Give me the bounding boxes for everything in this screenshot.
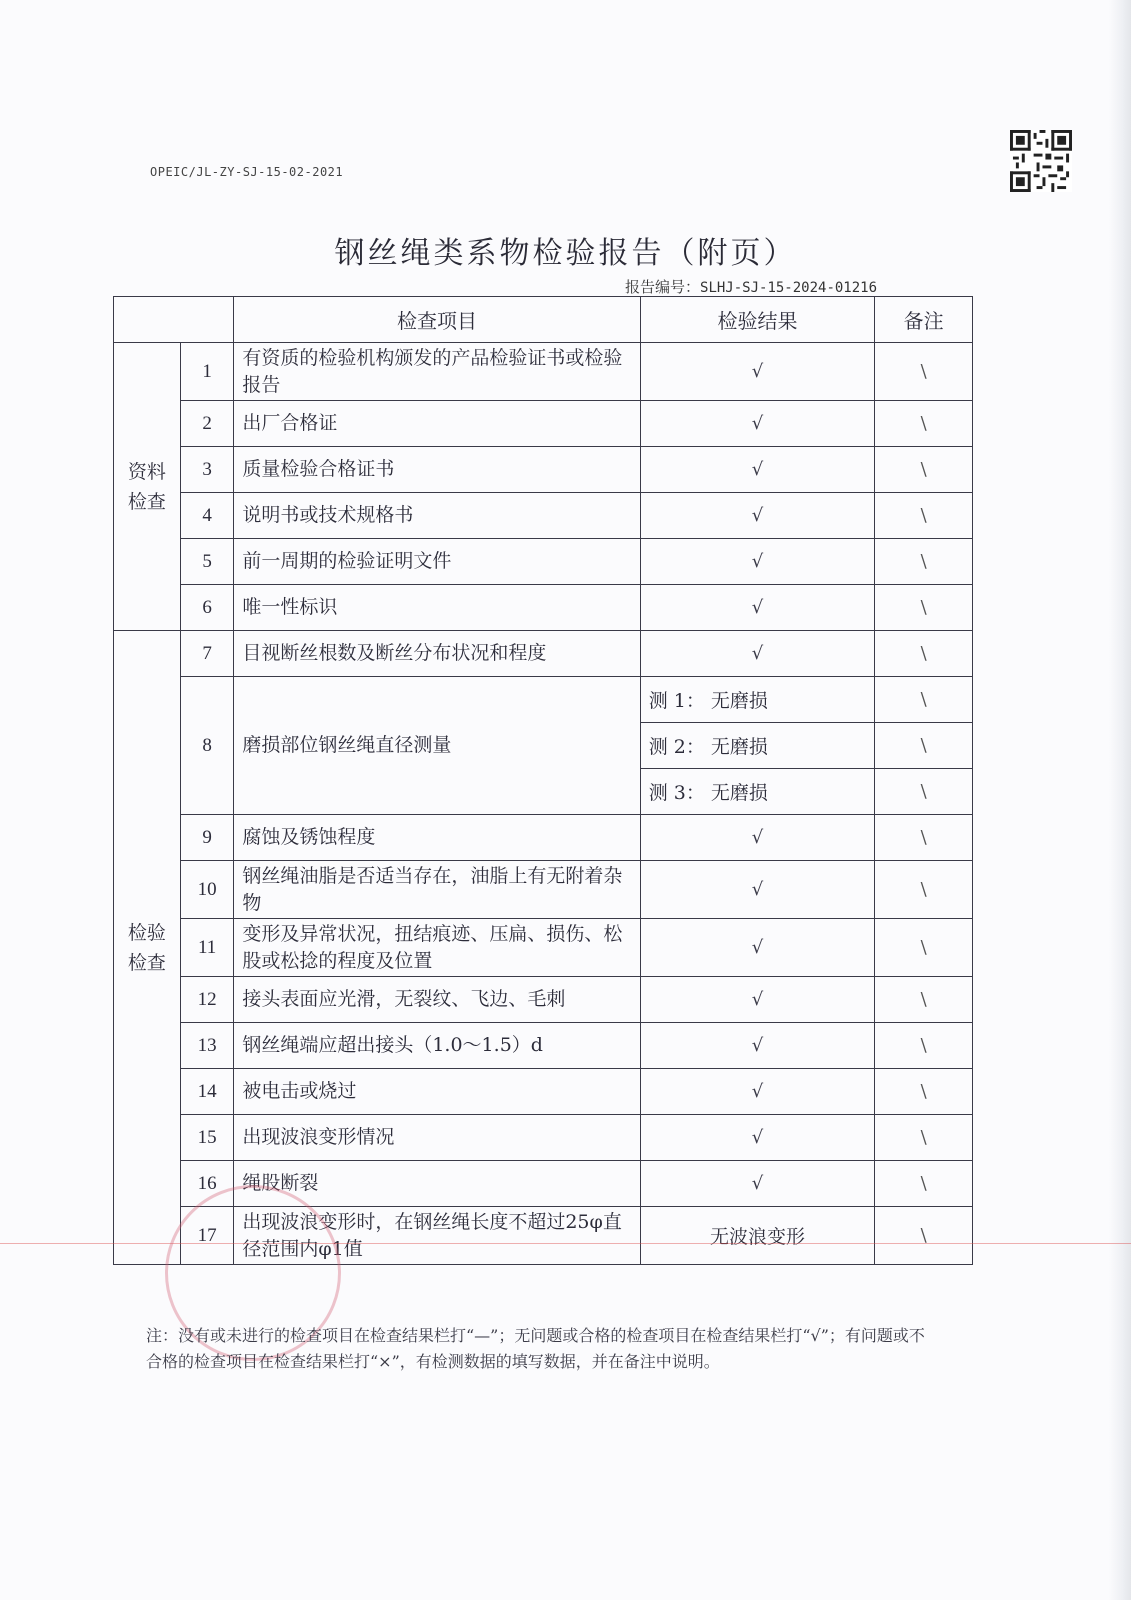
row-item: 钢丝绳端应超出接头（1.0～1.5）d: [234, 1023, 640, 1069]
row-result: √: [640, 1069, 875, 1115]
row-no: 7: [180, 631, 233, 677]
row-result-sub: 测 3： 无磨损: [640, 769, 875, 815]
inspection-table: [113, 296, 973, 1265]
row-result: 无波浪变形: [640, 1207, 875, 1265]
row-result: √: [640, 493, 875, 539]
row-result: √: [640, 815, 875, 861]
row-no: 5: [180, 539, 233, 585]
row-item: 出现波浪变形情况: [234, 1115, 640, 1161]
row-note: \: [875, 585, 973, 631]
row-item: 变形及异常状况，扭结痕迹、压扁、损伤、松股或松捻的程度及位置: [234, 919, 640, 977]
row-no: 2: [180, 401, 233, 447]
row-note: \: [875, 1207, 973, 1265]
row-item: 接头表面应光滑，无裂纹、飞边、毛刺: [234, 977, 640, 1023]
row-no: 15: [180, 1115, 233, 1161]
row-note: \: [875, 677, 973, 723]
row-note: \: [875, 631, 973, 677]
report-number-value: SLHJ-SJ-15-2024-01216: [700, 280, 878, 296]
row-item: 绳股断裂: [234, 1161, 640, 1207]
row-no: 17: [180, 1207, 233, 1265]
row-result: √: [640, 631, 875, 677]
row-note: \: [875, 1069, 973, 1115]
row-result: √: [640, 1115, 875, 1161]
row-item: 唯一性标识: [234, 585, 640, 631]
header-item: 检查项目: [234, 297, 640, 343]
table-row: [114, 1115, 973, 1161]
row-note: \: [875, 977, 973, 1023]
table-row: [114, 343, 973, 401]
table-row: [114, 977, 973, 1023]
group-doc-check: [114, 343, 181, 631]
group-label: 资料 检查: [127, 460, 166, 513]
table-row: [114, 677, 973, 723]
row-note: \: [875, 539, 973, 585]
row-result-sub: 测 2： 无磨损: [640, 723, 875, 769]
group-insp-check: [114, 631, 181, 1265]
qr-code-icon: [1010, 130, 1072, 192]
row-no: 3: [180, 447, 233, 493]
row-result: √: [640, 1161, 875, 1207]
row-item: 有资质的检验机构颁发的产品检验证书或检验报告: [234, 343, 640, 401]
row-note: \: [875, 493, 973, 539]
report-number: [625, 276, 877, 297]
row-item: 钢丝绳油脂是否适当存在，油脂上有无附着杂物: [234, 861, 640, 919]
row-note: \: [875, 1023, 973, 1069]
row-result: √: [640, 585, 875, 631]
header-result: 检验结果: [640, 297, 875, 343]
row-result: √: [640, 447, 875, 493]
row-note: \: [875, 815, 973, 861]
row-item: 腐蚀及锈蚀程度: [234, 815, 640, 861]
row-result: √: [640, 919, 875, 977]
row-no: 9: [180, 815, 233, 861]
report-number-label: 报告编号：: [625, 278, 701, 296]
row-no: 16: [180, 1161, 233, 1207]
header-blank: [114, 297, 234, 343]
row-no: 6: [180, 585, 233, 631]
row-no: 11: [180, 919, 233, 977]
row-note: \: [875, 343, 973, 401]
scan-artifact-line: [0, 1243, 1131, 1244]
table-row: [114, 493, 973, 539]
row-no: 14: [180, 1069, 233, 1115]
row-item: 说明书或技术规格书: [234, 493, 640, 539]
row-no: 10: [180, 861, 233, 919]
row-no: 12: [180, 977, 233, 1023]
document-code: OPEIC/JL-ZY-SJ-15-02-2021: [150, 165, 344, 179]
row-note: \: [875, 919, 973, 977]
group-label: 检验 检查: [127, 921, 166, 974]
row-result: √: [640, 977, 875, 1023]
table-row: [114, 919, 973, 977]
row-note: \: [875, 1161, 973, 1207]
table-row: [114, 1023, 973, 1069]
row-note: \: [875, 723, 973, 769]
row-item: 出现波浪变形时，在钢丝绳长度不超过25φ直径范围内φ1值: [234, 1207, 640, 1265]
row-item: 被电击或烧过: [234, 1069, 640, 1115]
row-note: \: [875, 769, 973, 815]
row-note: \: [875, 861, 973, 919]
row-no: 8: [180, 677, 233, 815]
table-row: [114, 815, 973, 861]
row-result: √: [640, 1023, 875, 1069]
row-item: 前一周期的检验证明文件: [234, 539, 640, 585]
row-item: 质量检验合格证书: [234, 447, 640, 493]
table-row: [114, 1207, 973, 1265]
table-header-row: [114, 297, 973, 343]
header-note: 备注: [875, 297, 973, 343]
row-result: √: [640, 343, 875, 401]
row-no: 1: [180, 343, 233, 401]
row-no: 13: [180, 1023, 233, 1069]
table-row: [114, 1161, 973, 1207]
table-row: [114, 631, 973, 677]
footnote: 注：没有或未进行的检查项目在检查结果栏打“—”；无问题或合格的检查项目在检查结果栏打“√”；有问题或不合格的检查项目在检查结果栏打“×”，有检测数据的填写数据，并在备注中说明。: [146, 1326, 925, 1371]
row-result-sub: 测 1： 无磨损: [640, 677, 875, 723]
row-item: 磨损部位钢丝绳直径测量: [234, 677, 640, 815]
table-row: [114, 401, 973, 447]
row-no: 4: [180, 493, 233, 539]
row-note: \: [875, 401, 973, 447]
row-item: 目视断丝根数及断丝分布状况和程度: [234, 631, 640, 677]
row-result: √: [640, 539, 875, 585]
row-result: √: [640, 861, 875, 919]
row-item: 出厂合格证: [234, 401, 640, 447]
table-row: [114, 539, 973, 585]
row-note: \: [875, 1115, 973, 1161]
table-row: [114, 447, 973, 493]
row-result: √: [640, 401, 875, 447]
row-note: \: [875, 447, 973, 493]
table-row: [114, 585, 973, 631]
page-title: 钢丝绳类系物检验报告（附页）: [334, 236, 797, 271]
table-row: [114, 1069, 973, 1115]
table-row: [114, 861, 973, 919]
